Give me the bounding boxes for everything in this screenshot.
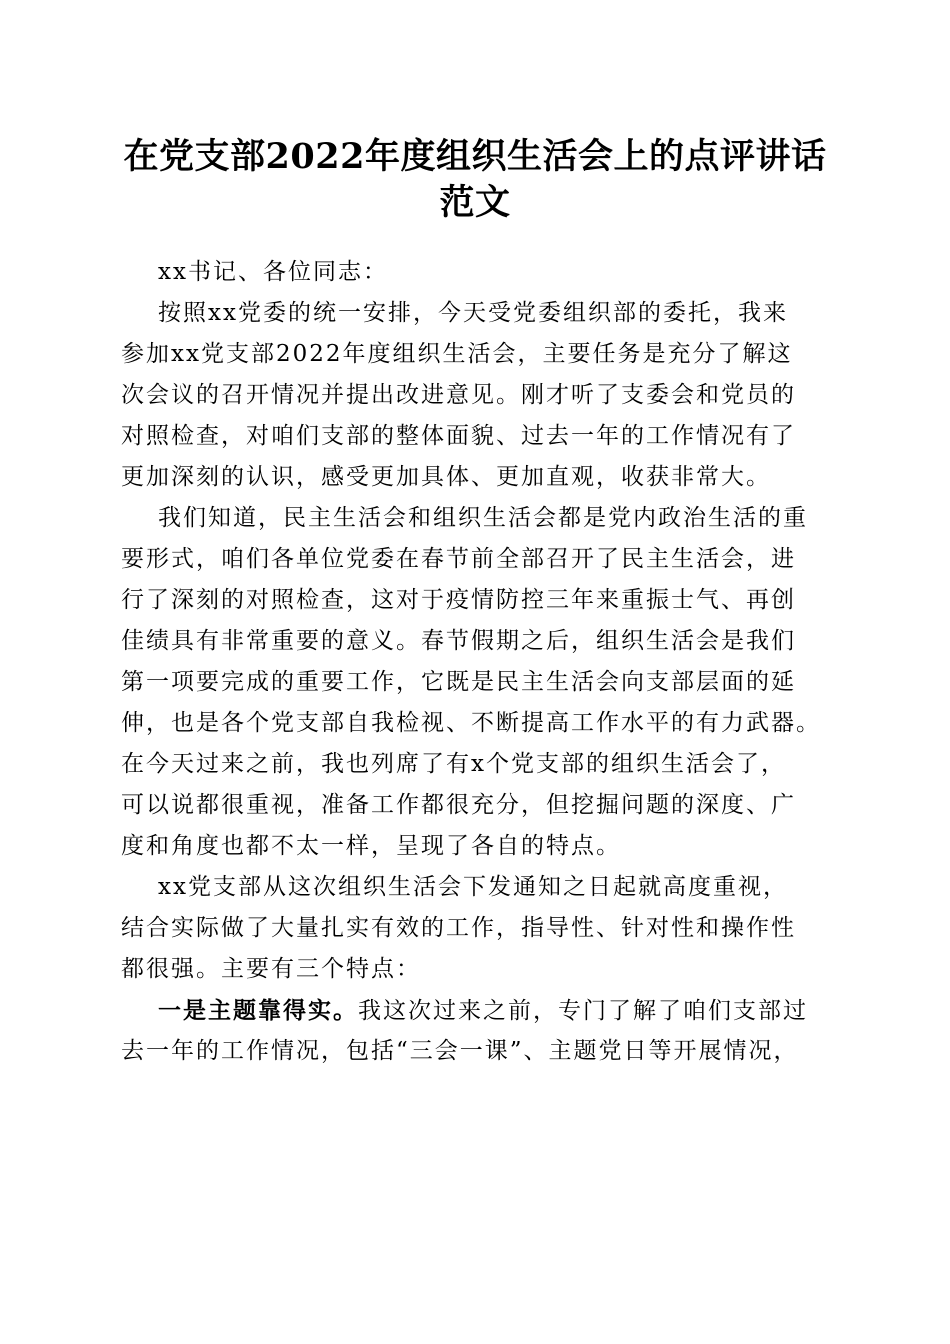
paragraph-4 [121, 990, 833, 1072]
paragraph-line: 对照检查，对咱们支部的整体面貌、过去一年的工作情况有了 [121, 423, 796, 449]
paragraph-line: xx党支部从这次组织生活会下发通知之日起就高度重视， [158, 874, 788, 900]
paragraph-line: 可以说都很重视，准备工作都很充分，但挖掘问题的深度、广 [121, 792, 796, 818]
paragraph-line: 我们知道，民主生活会和组织生活会都是党内政治生活的重 [158, 505, 808, 531]
title-line-2: 范文 [439, 182, 511, 223]
paragraph-line: 第一项要完成的重要工作，它既是民主生活会向支部层面的延 [121, 669, 796, 695]
paragraph-line: 要形式，咱们各单位党委在春节前全部召开了民主生活会，进 [121, 546, 796, 572]
document-title [100, 134, 850, 226]
paragraph-line: 次会议的召开情况并提出改进意见。刚才听了支委会和党员的 [121, 382, 796, 408]
paragraph-line: 参加xx党支部2022年度组织生活会，主要任务是充分了解这 [121, 341, 793, 367]
point-lead: 一是主题靠得实。 [158, 997, 358, 1024]
paragraph-line: 都很强。主要有三个特点： [121, 956, 421, 982]
paragraph-line: 去一年的工作情况，包括“三会一课”、主题党日等开展情况， [121, 1038, 799, 1064]
paragraph-line [121, 990, 833, 1031]
paragraph-line: 伸，也是各个党支部自我检视、不断提高工作水平的有力武器。 [121, 710, 821, 736]
paragraph-line: 结合实际做了大量扎实有效的工作，指导性、针对性和操作性 [121, 915, 796, 941]
paragraph-1 [121, 293, 833, 498]
paragraph-line: 更加深刻的认识，感受更加具体、更加直观，收获非常大。 [121, 464, 771, 490]
title-line-1: 在党支部2022年度组织生活会上的点评讲话 [123, 136, 827, 177]
point-text: 我这次过来之前，专门了解了咱们支部过 [358, 998, 808, 1024]
paragraph-line: 在今天过来之前，我也列席了有x个党支部的组织生活会了， [121, 751, 786, 777]
paragraph-2 [121, 498, 833, 867]
document-body [121, 252, 833, 1072]
salutation: xx书记、各位同志： [158, 259, 388, 285]
paragraph-3 [121, 867, 833, 990]
paragraph-line: 按照xx党委的统一安排，今天受党委组织部的委托，我来 [158, 300, 788, 326]
paragraph-line: 度和角度也都不太一样，呈现了各自的特点。 [121, 833, 621, 859]
paragraph-line: 行了深刻的对照检查，这对于疫情防控三年来重振士气、再创 [121, 587, 796, 613]
paragraph-line: 佳绩具有非常重要的意义。春节假期之后，组织生活会是我们 [121, 628, 796, 654]
